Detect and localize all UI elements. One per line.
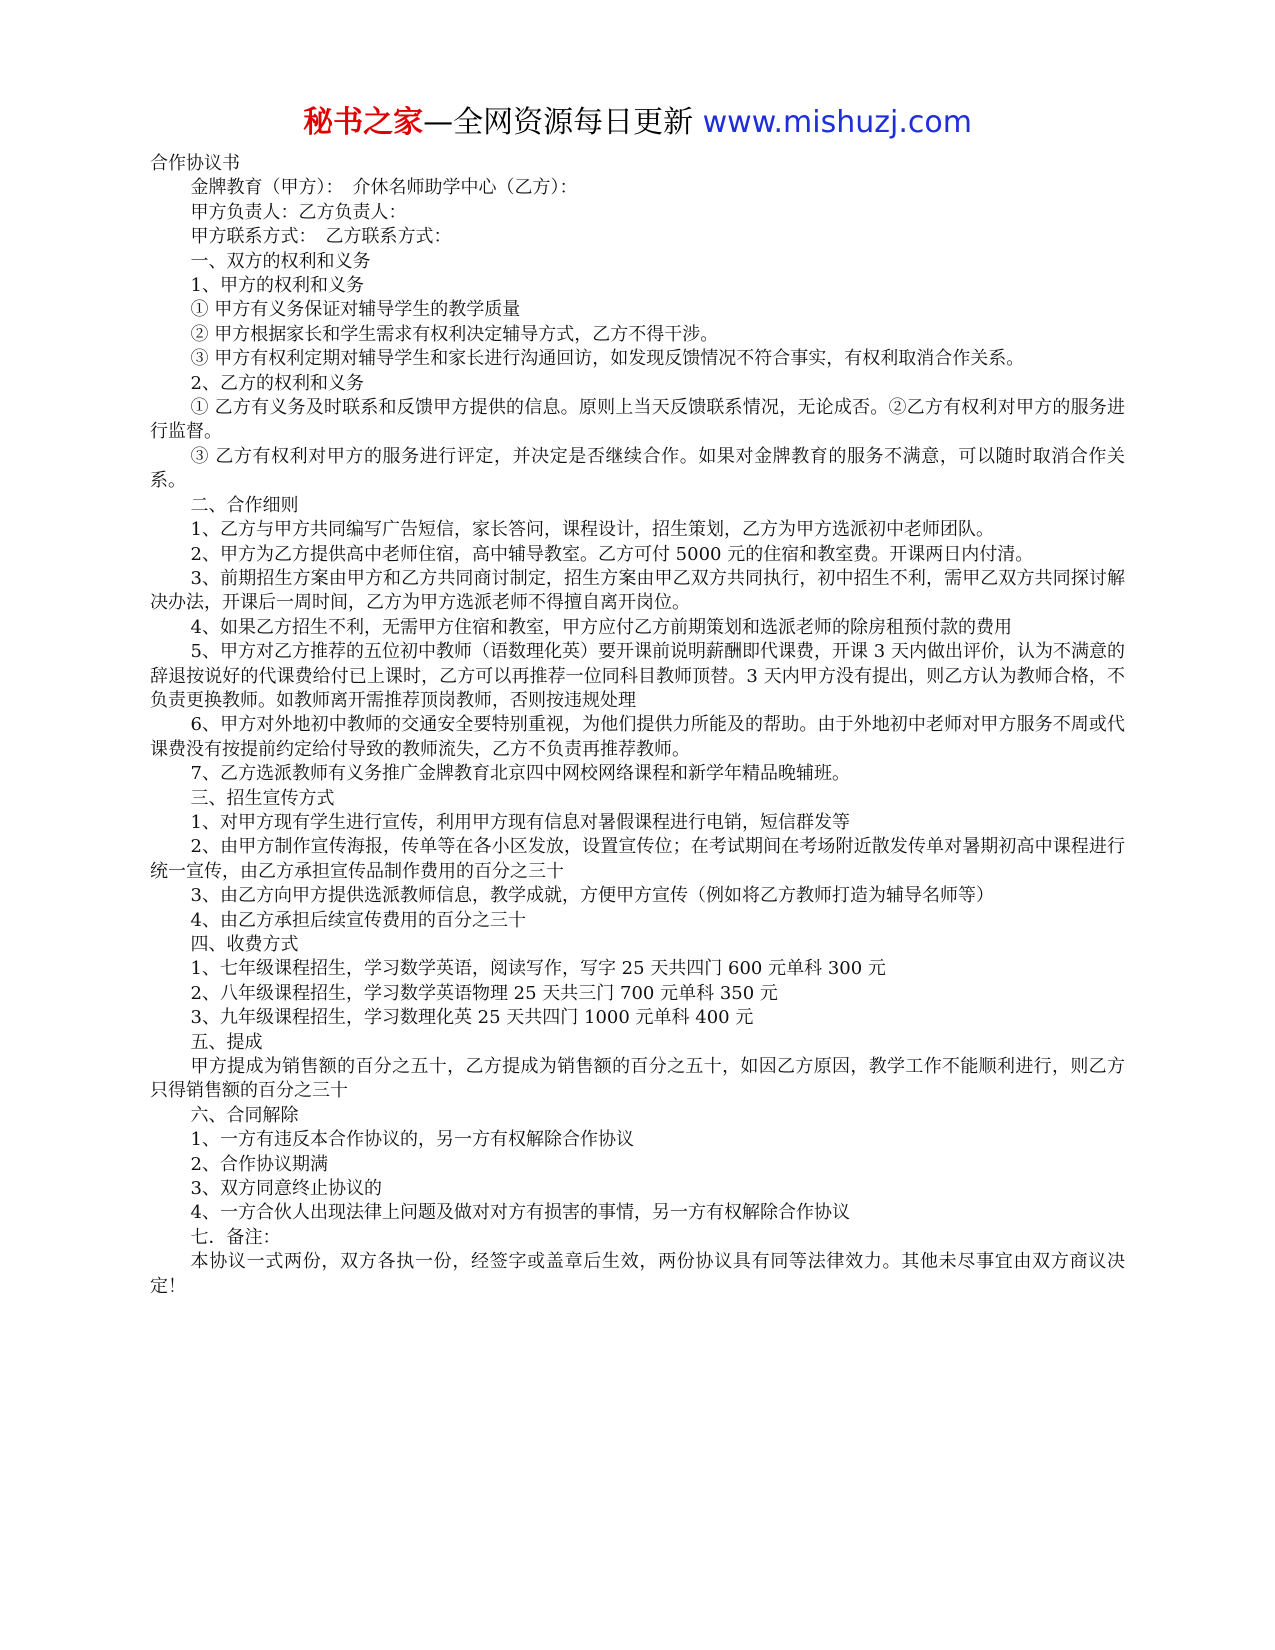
paragraph: 1、七年级课程招生，学习数学英语，阅读写作，写字 25 天共四门 600 元单科 300 元: [190, 958, 886, 980]
paragraph: 四、收费方式: [190, 934, 299, 955]
paragraph: 2、乙方的权利和义务: [190, 372, 364, 394]
paragraph: 1、乙方与甲方共同编写广告短信，家长答问，课程设计，招生策划，乙方为甲方选派初中老师团队。: [190, 519, 994, 541]
paragraph: 甲方联系方式： 乙方联系方式：: [190, 226, 452, 248]
paragraph: 金牌教育（甲方）： 介休名师助学中心（乙方）：: [190, 177, 578, 199]
paragraph: ② 甲方根据家长和学生需求有权利决定辅导方式，乙方不得干涉。: [190, 323, 719, 345]
paragraph: 4、由乙方承担后续宣传费用的百分之三十: [190, 909, 526, 931]
paragraph: 5、甲方对乙方推荐的五位初中教师（语数理化英）要开课前说明薪酬即代课费，开课 3 天内做出评价，认为不满意的辞退按说好的代课费给付已上课时，乙方可以再推荐一位同科目教师顶替。3 天内甲方没有提出，则乙方认为教师合格，不负责更换教师。如教师离开需推荐顶岗教师，否则按违规处理: [150, 641, 1125, 711]
paragraph: ③ 甲方有权利定期对辅导学生和家长进行沟通回访，如发现反馈情况不符合事实，有权利取消合作关系。: [190, 348, 1025, 370]
paragraph: 3、九年级课程招生，学习数理化英 25 天共四门 1000 元单科 400 元: [190, 1007, 754, 1029]
paragraph: 7、乙方选派教师有义务推广金牌教育北京四中网校网络课程和新学年精品晚辅班。: [190, 763, 850, 785]
paragraph: 1、一方有违反本合作协议的，另一方有权解除合作协议: [190, 1129, 634, 1151]
paragraph: 甲方提成为销售额的百分之五十，乙方提成为销售额的百分之五十，如因乙方原因，教学工作不能顺利进行，则乙方只得销售额的百分之三十: [150, 1056, 1125, 1102]
paragraph: 3、双方同意终止协议的: [190, 1178, 382, 1200]
paragraph: 七．备注：: [190, 1226, 281, 1248]
paragraph: 甲方负责人：乙方负责人：: [190, 201, 407, 223]
paragraph: 一、双方的权利和义务: [190, 250, 371, 272]
paragraph: 三、招生宣传方式: [190, 787, 335, 809]
paragraph: 3、前期招生方案由甲方和乙方共同商讨制定，招生方案由甲乙双方共同执行，初中招生不利，需甲乙双方共同探讨解决办法，开课后一周时间，乙方为甲方选派老师不得擅自离开岗位。: [150, 567, 1125, 614]
paragraph: 1、甲方的权利和义务: [190, 275, 364, 297]
site-banner: [0, 103, 1275, 143]
paragraph-list: [150, 176, 1125, 1299]
paragraph: 本协议一式两份，双方各执一份，经签字或盖章后生效，两份协议具有同等法律效力。其他未尽事宜由双方商议决定！: [150, 1251, 1125, 1297]
paragraph: 1、对甲方现有学生进行宣传，利用甲方现有信息对暑假课程进行电销，短信群发等: [190, 811, 850, 833]
paragraph: 3、由乙方向甲方提供选派教师信息，教学成就，方便甲方宣传（例如将乙方教师打造为辅导名师等）: [190, 885, 994, 907]
document-body: [150, 152, 1125, 1299]
paragraph: 2、八年级课程招生，学习数学英语物理 25 天共三门 700 元单科 350 元: [190, 982, 778, 1004]
paragraph: 2、甲方为乙方提供高中老师住宿，高中辅导教室。乙方可付 5000 元的住宿和教室费。开课两日内付清。: [190, 543, 1034, 565]
paragraph: 6、甲方对外地初中教师的交通安全要特别重视，为他们提供力所能及的帮助。由于外地初中老师对甲方服务不周或代课费没有按提前约定给付导致的教师流失，乙方不负责再推荐教师。: [150, 714, 1125, 760]
paragraph: 2、由甲方制作宣传海报，传单等在各小区发放，设置宣传位；在考试期间在考场附近散发传单对暑期初高中课程进行统一宣传，由乙方承担宣传品制作费用的百分之三十: [150, 836, 1125, 882]
banner-url-link[interactable]: www.mishuzj.com: [702, 105, 972, 140]
paragraph: ① 甲方有义务保证对辅导学生的教学质量: [190, 299, 521, 321]
paragraph: 二、合作细则: [190, 494, 299, 516]
banner-slogan: —全网资源每日更新: [423, 105, 703, 140]
banner-brand: 秘书之家: [303, 105, 424, 140]
paragraph: 五、提成: [190, 1031, 263, 1053]
paragraph: 2、合作协议期满: [190, 1153, 328, 1175]
paragraph: ③ 乙方有权利对甲方的服务进行评定，并决定是否继续合作。如果对金牌教育的服务不满意，可以随时取消合作关系。: [150, 445, 1125, 492]
document-title: 合作协议书: [150, 153, 240, 174]
paragraph: ① 乙方有义务及时联系和反馈甲方提供的信息。原则上当天反馈联系情况，无论成否。②乙方有权利对甲方的服务进行监督。: [150, 397, 1125, 443]
paragraph: 4、一方合伙人出现法律上问题及做对对方有损害的事情，另一方有权解除合作协议: [190, 1202, 850, 1224]
paragraph: 六、合同解除: [190, 1104, 299, 1126]
paragraph: 4、如果乙方招生不利，无需甲方住宿和教室，甲方应付乙方前期策划和选派老师的除房租预付款的费用: [190, 616, 1012, 638]
